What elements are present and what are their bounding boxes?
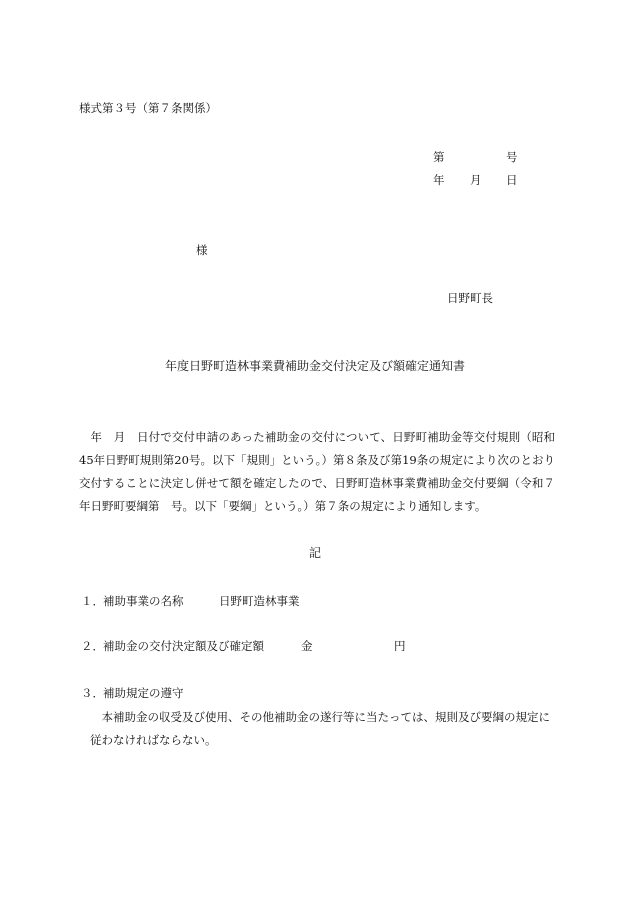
document-title: 年度日野町造林事業費補助金交付決定及び額確定通知書 <box>164 359 465 373</box>
document-number-suffix: 号 <box>506 150 518 164</box>
item-2-value-suffix: 円 <box>394 639 406 653</box>
recipient-honorific: 様 <box>196 243 208 257</box>
body-paragraph: 年 月 日付で交付申請のあった補助金の交付について、日野町補助金等交付規則（昭和45年日野町規則第20号。以下「規則」という。）第８条及び第19条の規定により次のとおり交付することに決定し併せて額を確定したので、日野町造林事業費補助金交付要綱（令和７年日野町要綱第 号。以下「要綱」という。）第７条の規定により通知します。 <box>79 430 555 513</box>
document-number-prefix: 第 <box>433 150 445 164</box>
item-1-number: １． <box>81 594 104 608</box>
item-2-number: ２． <box>81 639 104 653</box>
form-label: 様式第３号（第７条関係） <box>79 101 217 115</box>
issuer-name: 日野町長 <box>447 291 493 305</box>
item-2-label: 補助金の交付決定額及び確定額 <box>103 639 264 653</box>
date-month: 月 <box>470 173 482 187</box>
item-2-value-prefix: 金 <box>301 639 313 653</box>
item-3-number: ３． <box>81 686 104 700</box>
item-3-body: 本補助金の収受及び使用、その他補助金の遂行等に当たっては、規則及び要綱の規定に従わなければならない。 <box>90 710 550 747</box>
item-1-label: 補助事業の名称 <box>103 594 184 608</box>
date-day: 日 <box>506 173 518 187</box>
date-year: 年 <box>433 173 445 187</box>
item-1-value: 日野町造林事業 <box>219 594 300 608</box>
ki-heading: 記 <box>308 546 321 560</box>
item-3-label: 補助規定の遵守 <box>103 686 184 700</box>
